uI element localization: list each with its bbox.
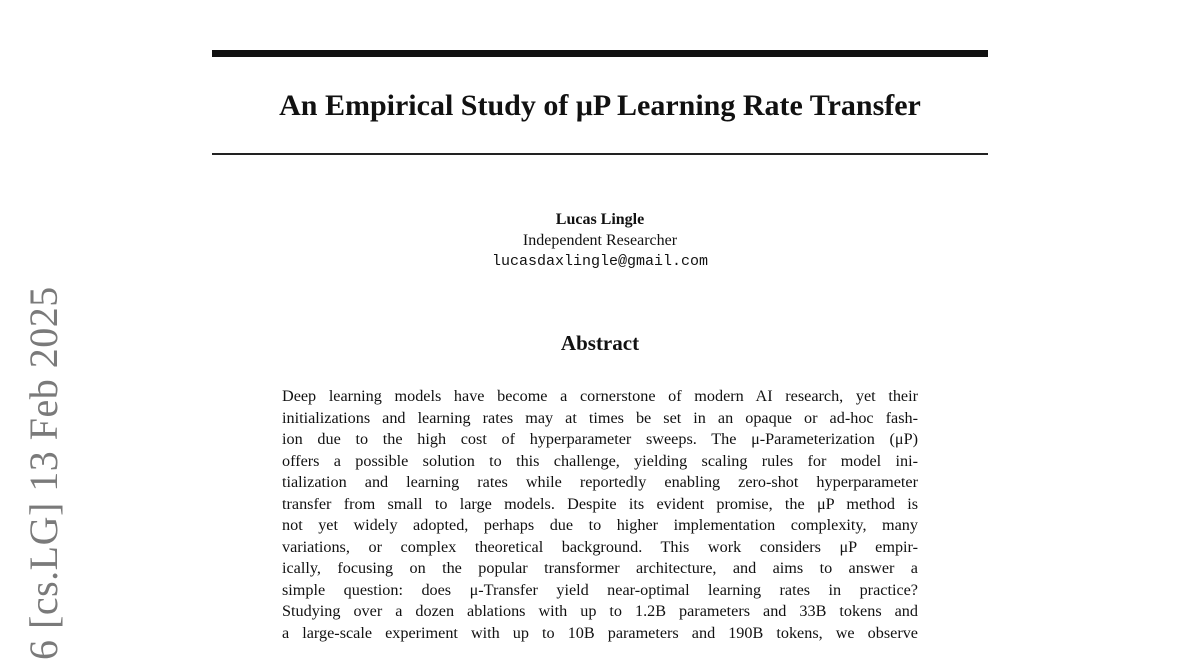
title-top-rule — [212, 50, 988, 57]
paper-title: An Empirical Study of μP Learning Rate Transfer — [279, 89, 921, 122]
author-name: Lucas Lingle — [555, 211, 645, 228]
title-bottom-rule — [212, 153, 988, 155]
arxiv-side-stamp: 6 [cs.LG] 13 Feb 2025 — [21, 286, 66, 660]
abstract-line: offers a possible solution to this challenge, yielding scaling rules for model ini- — [282, 451, 918, 470]
abstract-line: Studying over a dozen ablations with up to 1.2B parameters and 33B tokens and — [282, 602, 918, 620]
abstract-line: variations, or complex theoretical background. This work considers μP empir- — [282, 537, 918, 556]
abstract-line: a large-scale experiment with up to 10B parameters and 190B tokens, we observe — [282, 623, 918, 642]
abstract-line: initializations and learning rates may at times be set in an opaque or ad-hoc fash- — [282, 408, 918, 427]
abstract-line: tialization and learning rates while reportedly enabling zero-shot hyperparameter — [282, 473, 918, 491]
author-affiliation: Independent Researcher — [522, 232, 678, 249]
abstract-line: ically, focusing on the popular transformer architecture, and aims to answer a — [282, 559, 918, 577]
abstract-line: ion due to the high cost of hyperparameter sweeps. The μ-Parameterization (μP) — [282, 430, 918, 448]
abstract-heading: Abstract — [560, 331, 640, 355]
abstract-body — [282, 386, 918, 644]
abstract-line: simple question: does μ-Transfer yield near-optimal learning rates in practice? — [282, 580, 918, 599]
abstract-line: not yet widely adopted, perhaps due to higher implementation complexity, many — [282, 516, 918, 534]
abstract-line: transfer from small to large models. Despite its evident promise, the μP method is — [282, 494, 918, 513]
author-block — [212, 209, 988, 272]
abstract-line: Deep learning models have become a cornerstone of modern AI research, yet their — [282, 387, 918, 405]
author-email: lucasdaxlingle@gmail.com — [491, 253, 709, 270]
